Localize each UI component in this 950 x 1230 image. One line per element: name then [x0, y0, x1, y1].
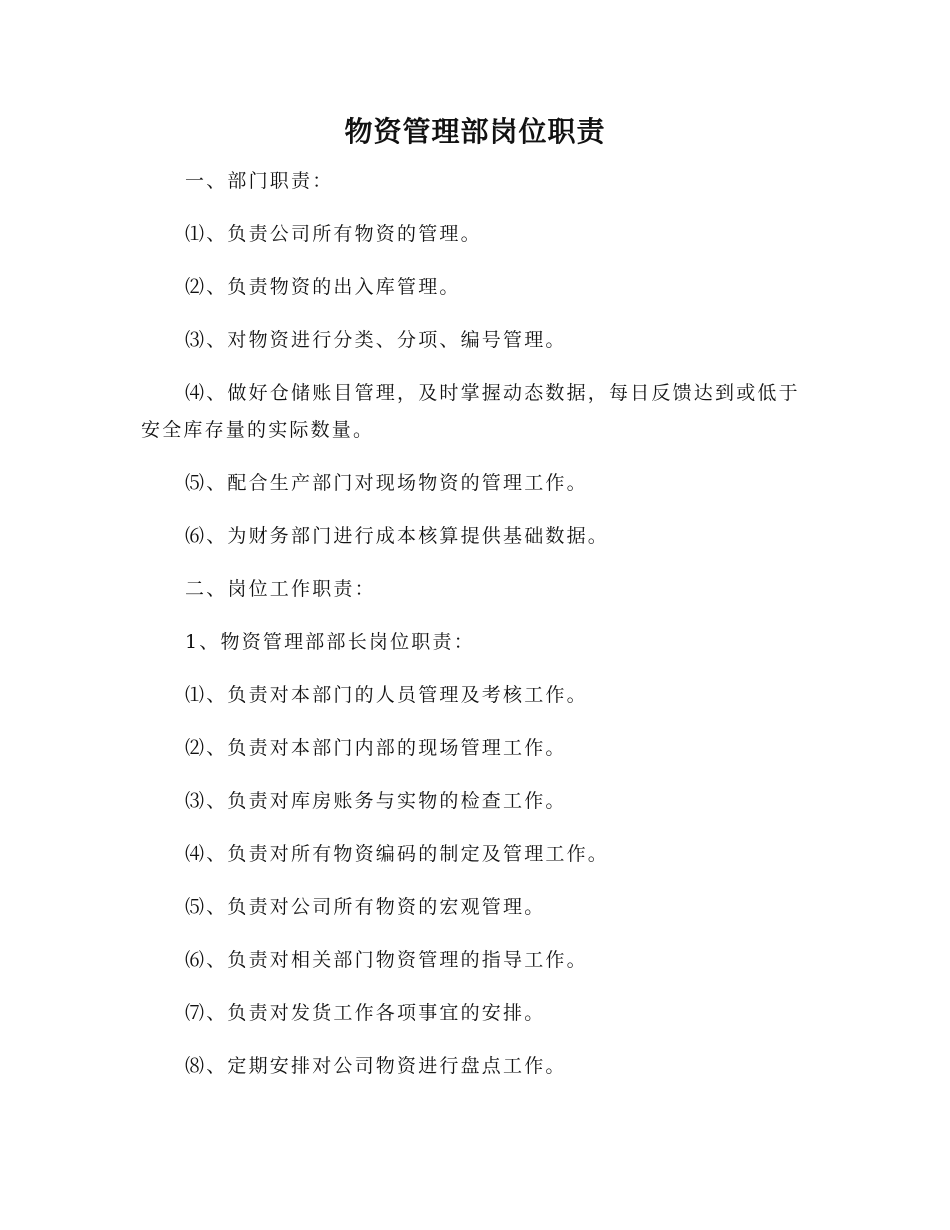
paragraph-item: ⑹、负责对相关部门物资管理的指导工作。 — [185, 949, 588, 971]
paragraph-item: ⑺、负责对发货工作各项事宜的安排。 — [185, 1002, 546, 1024]
paragraph-item: ⑸、配合生产部门对现场物资的管理工作。 — [185, 472, 588, 494]
paragraph-item: ⑵、负责对本部门内部的现场管理工作。 — [185, 737, 567, 759]
subsection-heading: 1、物资管理部部长岗位职责： — [185, 631, 475, 653]
paragraph-item: ⑴、负责对本部门的人员管理及考核工作。 — [185, 684, 588, 706]
paragraph-item: ⑵、负责物资的出入库管理。 — [185, 276, 461, 298]
paragraph-item: ⑸、负责对公司所有物资的宏观管理。 — [185, 896, 546, 918]
document-body — [141, 163, 811, 1101]
paragraph-item: ⑻、定期安排对公司物资进行盘点工作。 — [185, 1055, 567, 1077]
paragraph-item: ⑹、为财务部门进行成本核算提供基础数据。 — [185, 525, 610, 547]
paragraph-item: ⑶、负责对库房账务与实物的检查工作。 — [185, 790, 567, 812]
paragraph-item: ⑴、负责公司所有物资的管理。 — [185, 223, 482, 245]
section-heading-position-duties: 二、岗位工作职责： — [185, 578, 376, 600]
paragraph-item: ⑷、做好仓储账目管理，及时掌握动态数据，每日反馈达到或低于安全库存量的实际数量。 — [141, 382, 800, 441]
paragraph-item: ⑷、负责对所有物资编码的制定及管理工作。 — [185, 843, 610, 865]
section-heading-department-duties: 一、部门职责： — [185, 170, 334, 192]
page-title: 物资管理部岗位职责 — [344, 115, 606, 148]
paragraph-item: ⑶、对物资进行分类、分项、编号管理。 — [185, 329, 567, 351]
